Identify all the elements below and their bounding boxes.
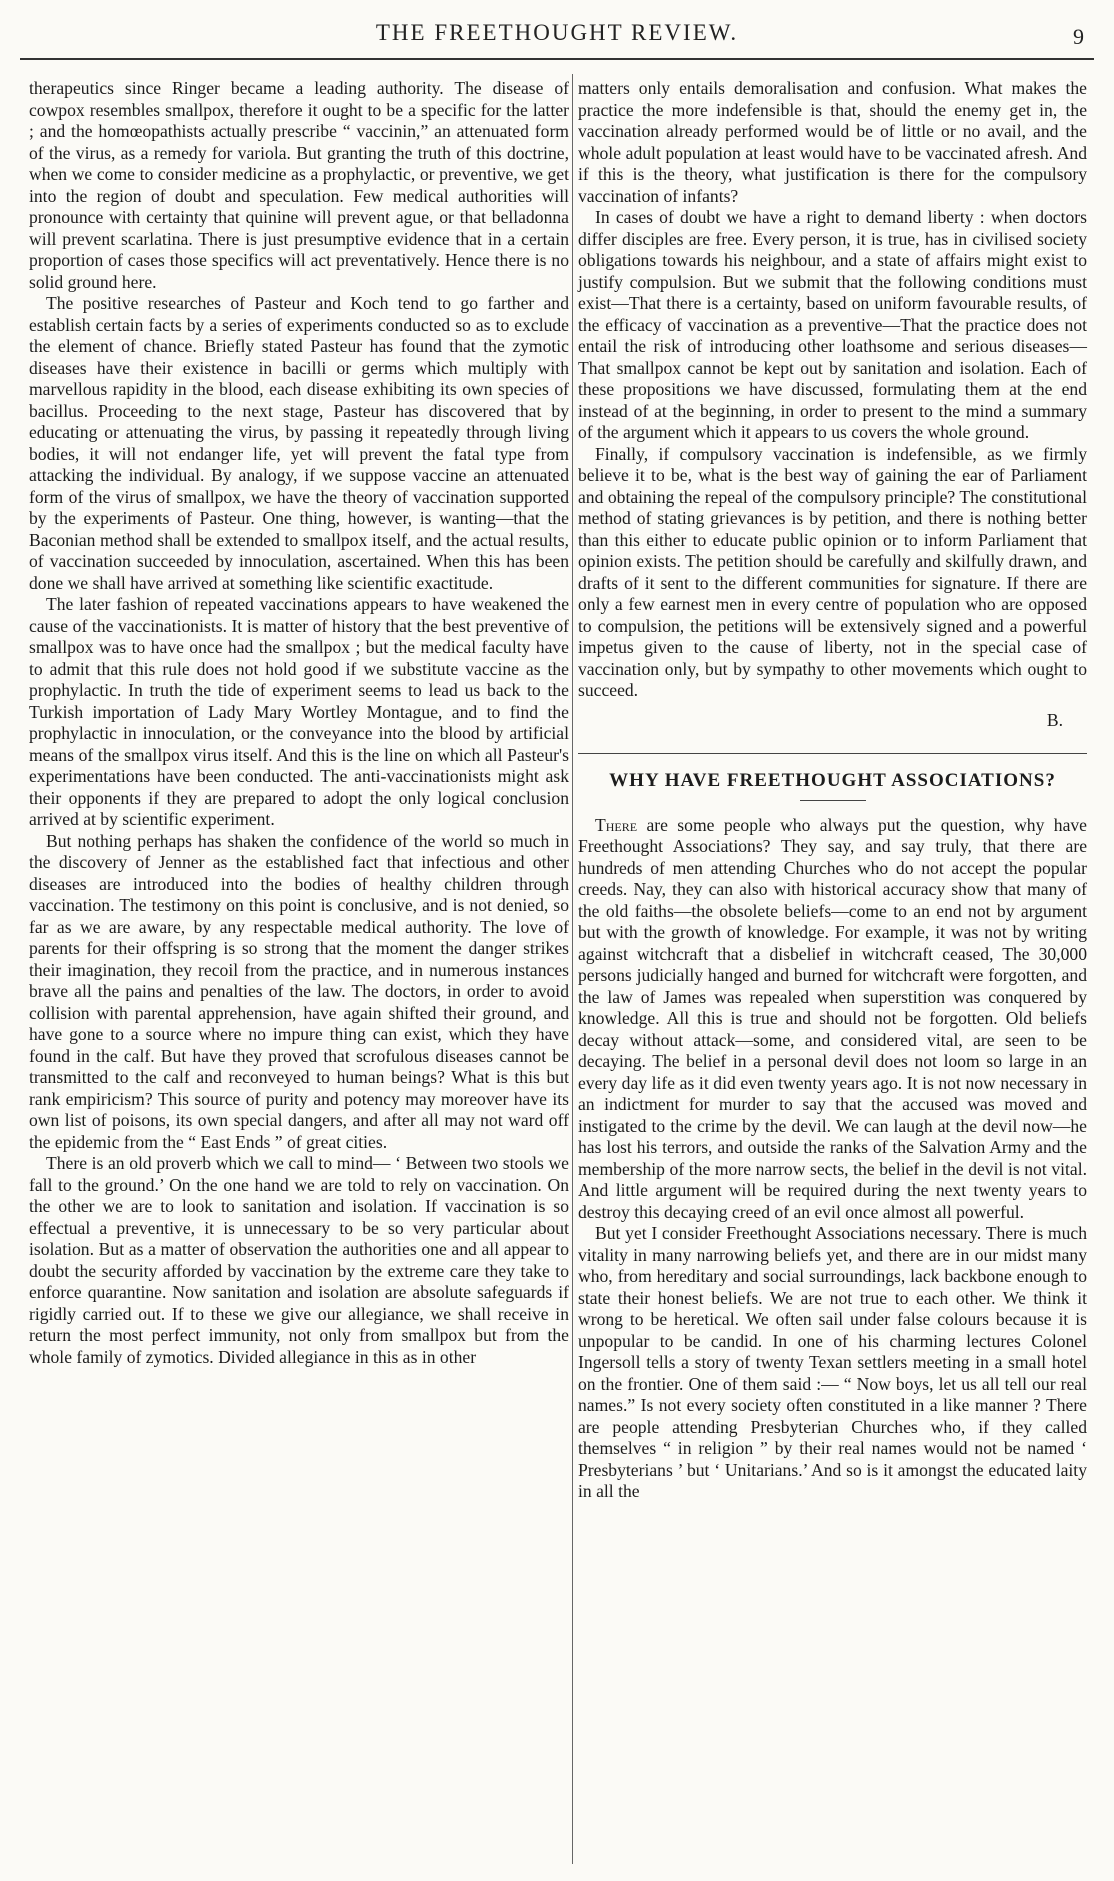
right-column — [578, 78, 1087, 1503]
publication-title: THE FREETHOUGHT REVIEW. — [375, 20, 739, 45]
article-paragraph: In cases of doubt we have a right to demand liberty : when doctors differ disciples are free. Every person, it is true, has in civilised society obligations towards his neighbour, and a state of affairs might exist to justify compulsion. But we submit that the following conditions must exist—That there is a certainty, based on uniform favourable results, of the efficacy of vaccination as a preventive—That the practice does not entail the risk of introducing other loathsome and serious diseases—That smallpox cannot be kept out by sanitation and isolation. Each of these propositions we have discussed, formulating them at the end instead of at the beginning, in order to present to the mind a summary of the argument which it appears to us covers the whole ground. — [578, 207, 1087, 442]
left-column — [29, 78, 569, 1368]
article-paragraph: The later fashion of repeated vaccinations appears to have weakened the cause of the vaccinationists. It is matter of history that the best preventive of smallpox was to have once had the smallpox ; but the medical faculty have to admit that this rule does not hold good if we substitute vaccine as the prophylactic. In truth the tide of experiment seems to lead us back to the Turkish importation of Lady Mary Wortley Montague, and to find the prophylactic in innoculation, or the conveyance into the blood by artificial means of the smallpox virus itself. And this is the line on which all Pasteur's experimentations have been conducted. The anti-vaccinationists might ask their opponents if they are prepared to adopt the only logical conclusion arrived at by scientific experiment. — [29, 594, 569, 829]
article-paragraph: But yet I consider Freethought Associations necessary. There is much vitality in many narrowing beliefs yet, and there are in our midst many who, from hereditary and social surroundings, lack backbone enough to state their honest beliefs. We are not true to each other. We think it wrong to be heretical. We often sail under false colours because it is unpopular to be candid. In one of his charming lectures Colonel Ingersoll tells a story of twenty Texan settlers meeting in a small hotel on the frontier. One of them said :— “ Now boys, let us all tell our real names.” Is not every society often constituted in a like manner ? There are people attending Presbyterian Churches who, if they called themselves “ in religion ” by their real names would not be named ‘ Presbyterians ’ but ‘ Unitarians.’ And so is it amongst the educated laity in all the — [578, 1223, 1087, 1501]
article-signature: B. — [1046, 709, 1063, 730]
masthead-rule — [20, 58, 1094, 60]
masthead — [20, 18, 1094, 58]
article-paragraph: The positive researches of Pasteur and Koch tend to go farther and establish certain facts by a series of experiments conducted so as to exclude the element of chance. Briefly stated Pasteur has found that the zymotic diseases have their existence in bacilli or germs which multiply with marvellous rapidity in the blood, each disease exhibiting its own species of bacillus. Proceeding to the next stage, Pasteur has discovered that by educating or attenuating the virus, by passing it repeatedly through living bodies, it will not endanger life, yet will prevent the fatal type from attacking the individual. By analogy, if we suppose vaccine an attenuated form of the virus of smallpox, we have the theory of vaccination supported by the experiments of Pasteur. One thing, however, is wanting—that the Baconian method shall be extended to smallpox itself, and the actual results, of vaccination succeeded by innoculation, ascertained. When this has been done we shall have arrived at something like scientific exactitude. — [29, 293, 569, 593]
article-paragraph: But nothing perhaps has shaken the confidence of the world so much in the discovery of Jenner as the established fact that infectious and other diseases are introduced into the bodies of healthy children through vaccination. The testimony on this point is conclusive, and is not denied, so far as we are aware, by any respectable medical authority. The love of parents for their offspring is so strong that the moment the danger strikes their imagination, they recoil from the practice, and in numerous instances brave all the pains and penalties of the law. The doctors, in order to avoid collision with parental apprehension, have again shifted their ground, and have gone to a source where no impure thing can exist, which they have found in the calf. But have they proved that scrofulous diseases cannot be transmitted to the calf and reconveyed to human beings? What is this but rank empiricism? This source of purity and potency may moreover have its own list of poisons, its own special dangers, and after all may not ward off the epidemic from the “ East Ends ” of great cities. — [29, 830, 569, 1152]
article-paragraph — [578, 815, 1087, 1224]
paragraph-text: are some people who always put the question, why have Freethought Associations? They say, and say truly, that there are hundreds of men attending Churches who do not accept the popular creeds. Nay, they can also with historical accuracy show that many of the old faiths—the obsolete beliefs—come to an end not by argument but with the growth of knowledge. For example, it was not by writing against witchcraft that a disbelief in witchcraft ceased, The 30,000 persons judicially hanged and burned for witchcraft were forgotten, and the law of James was repealed when superstition was conquered by knowledge. All this is true and should not be forgotten. Old beliefs decay without attack—some, and considered vital, are seen to be decaying. The belief in a personal devil does not loom so large in an every day life as it did even twenty years ago. It is not now necessary in an indictment for murder to say that the accused was moved and instigated to the crime by the devil. We can laugh at the devil now—he has lost his terrors, and outside the ranks of the Salvation Army and the membership of the more narrow sects, the belief in the devil is not vital. And little argument will be required during the next twenty years to destroy this decaying creed of an evil once almost all powerful. — [578, 814, 1087, 1222]
article-paragraph: Finally, if compulsory vaccination is indefensible, as we firmly believe it to be, what is the best way of gaining the ear of Parliament and obtaining the repeal of the compulsory principle? The constitutional method of stating grievances is by petition, and there is nothing better than this either to educate public opinion or to inform Parliament that opinion exists. The petition should be carefully and skilfully drawn, and drafts of it sent to the different communities for signature. If there are only a few earnest men in every centre of population who are opposed to compulsion, the petitions will be extensively signed and a powerful impetus given to the cause of liberty, not in the special case of vaccination only, but by sympathy to other movements which ought to succeed. — [578, 443, 1087, 700]
lead-word: There — [595, 814, 638, 835]
article-paragraph: matters only entails demoralisation and confusion. What makes the practice the more indefensible is that, should the enemy get in, the vaccination already performed would be of little or no avail, and the whole adult population at least would have to be vaccinated afresh. And if this is the theory, what justification is there for the compulsory vaccination of infants? — [578, 78, 1087, 206]
section-rule — [578, 753, 1087, 754]
page-number: 9 — [1073, 24, 1084, 49]
article-paragraph: therapeutics since Ringer became a leading authority. The disease of cowpox resembles smallpox, therefore it ought to be a specific for the latter ; and the homœopathists actually prescribe “ vaccinin,” an attenuated form of the virus, as a remedy for variola. But granting the truth of this doctrine, when we come to consider medicine as a prophylactic, or preventive, we get into the region of doubt and speculation. Few medical authorities will pronounce with certainty that quinine will prevent ague, or that belladonna will prevent scarlatina. There is just presumptive evidence that in a certain proportion of cases those specifics will act preventatively. Hence there is no solid ground here. — [29, 78, 569, 292]
article-paragraph: There is an old proverb which we call to mind— ‘ Between two stools we fall to the ground.’ On the one hand we are told to rely on vaccination. On the other we are to look to sanitation and isolation. If vaccination is so effectual a preventive, it is unnecessary to be so very particular about isolation. But as a matter of observation the authorities one and all appear to doubt the security afforded by vaccination by the extreme care they take to enforce quarantine. Now sanitation and isolation are absolute safeguards if rigidly carried out. If to these we give our allegiance, we shall receive in return the most perfect immunity, not only from smallpox but from the whole family of zymotics. Divided allegiance in this as in other — [29, 1153, 569, 1367]
heading-underline — [800, 800, 866, 801]
column-divider — [572, 74, 573, 1864]
section-heading: WHY HAVE FREETHOUGHT ASSOCIATIONS? — [609, 770, 1056, 791]
